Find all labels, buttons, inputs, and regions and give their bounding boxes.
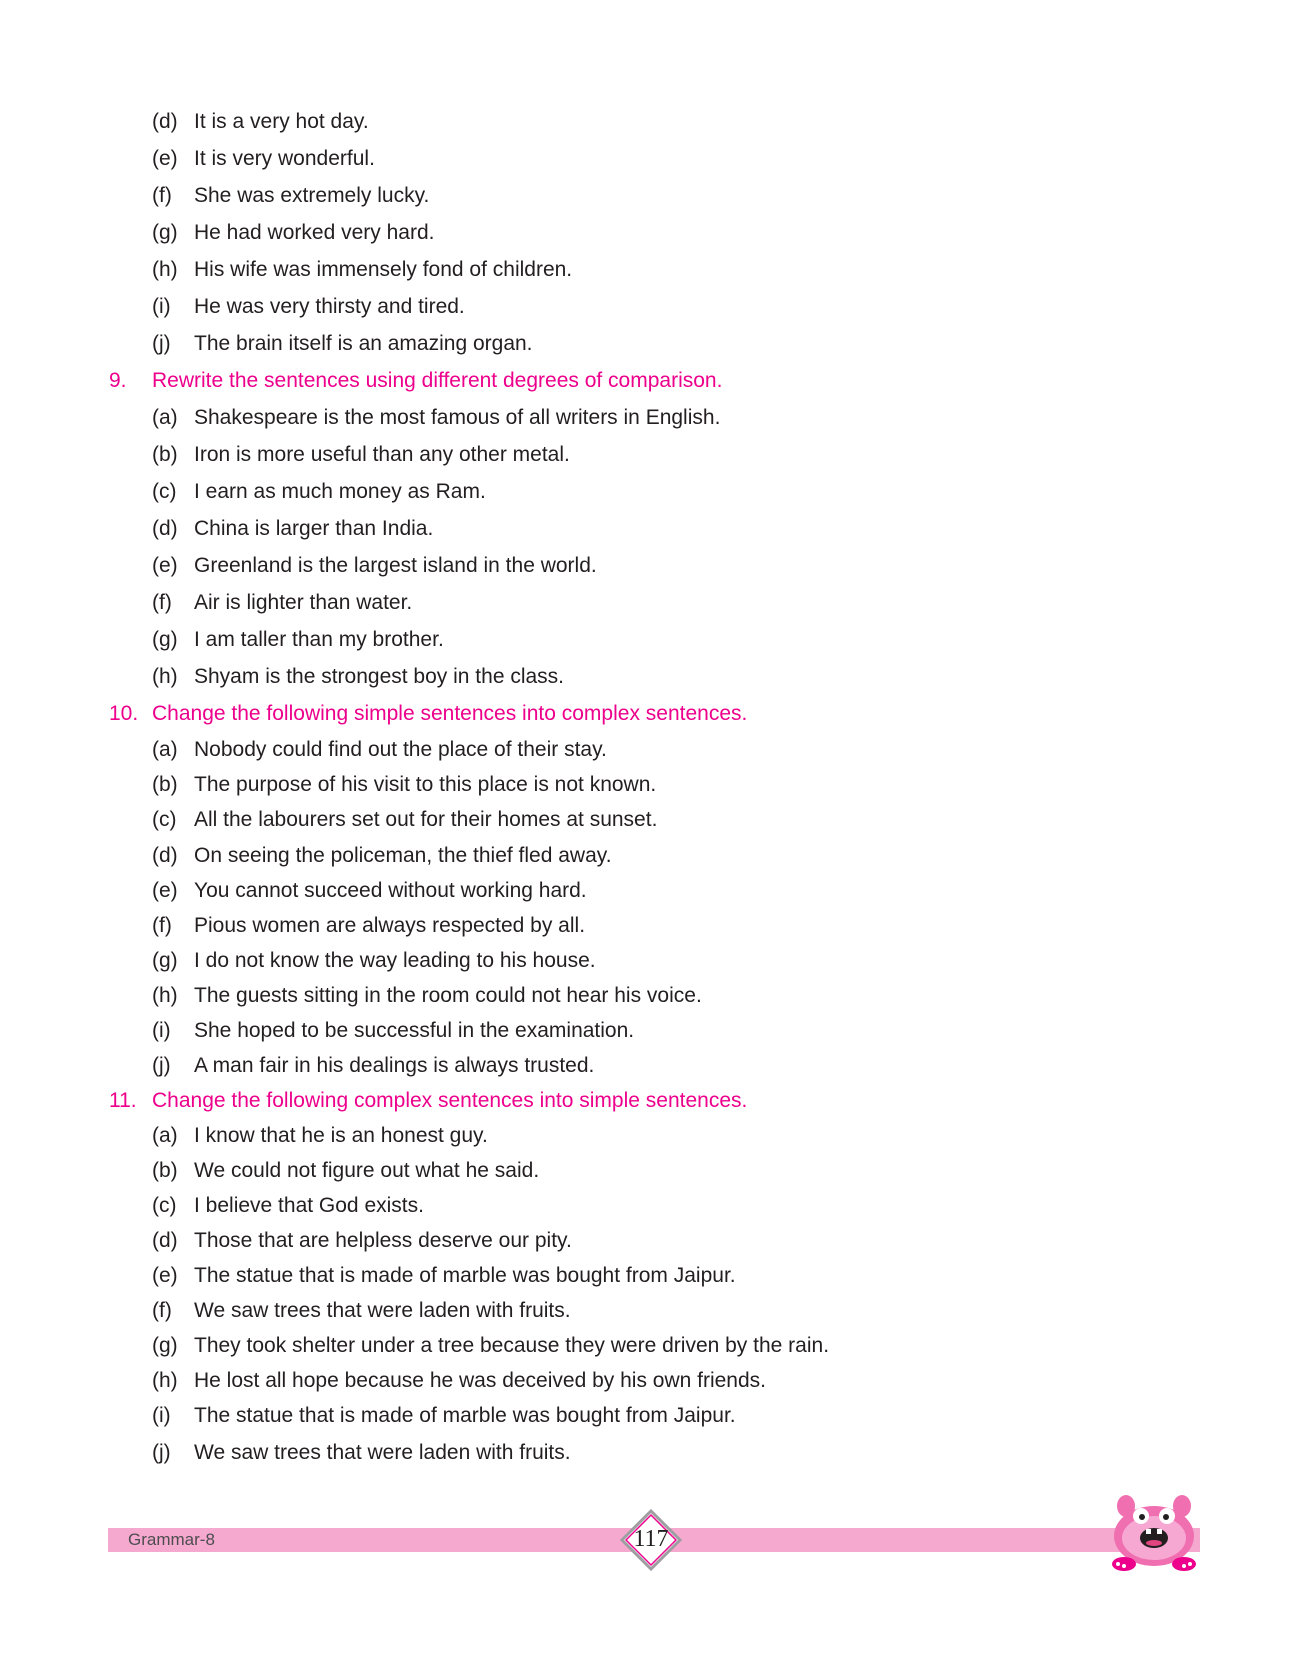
- book-title: Grammar-8: [128, 1530, 215, 1549]
- pink-monster-mascot-icon: [1106, 1486, 1202, 1576]
- page-number: 117: [633, 1526, 669, 1552]
